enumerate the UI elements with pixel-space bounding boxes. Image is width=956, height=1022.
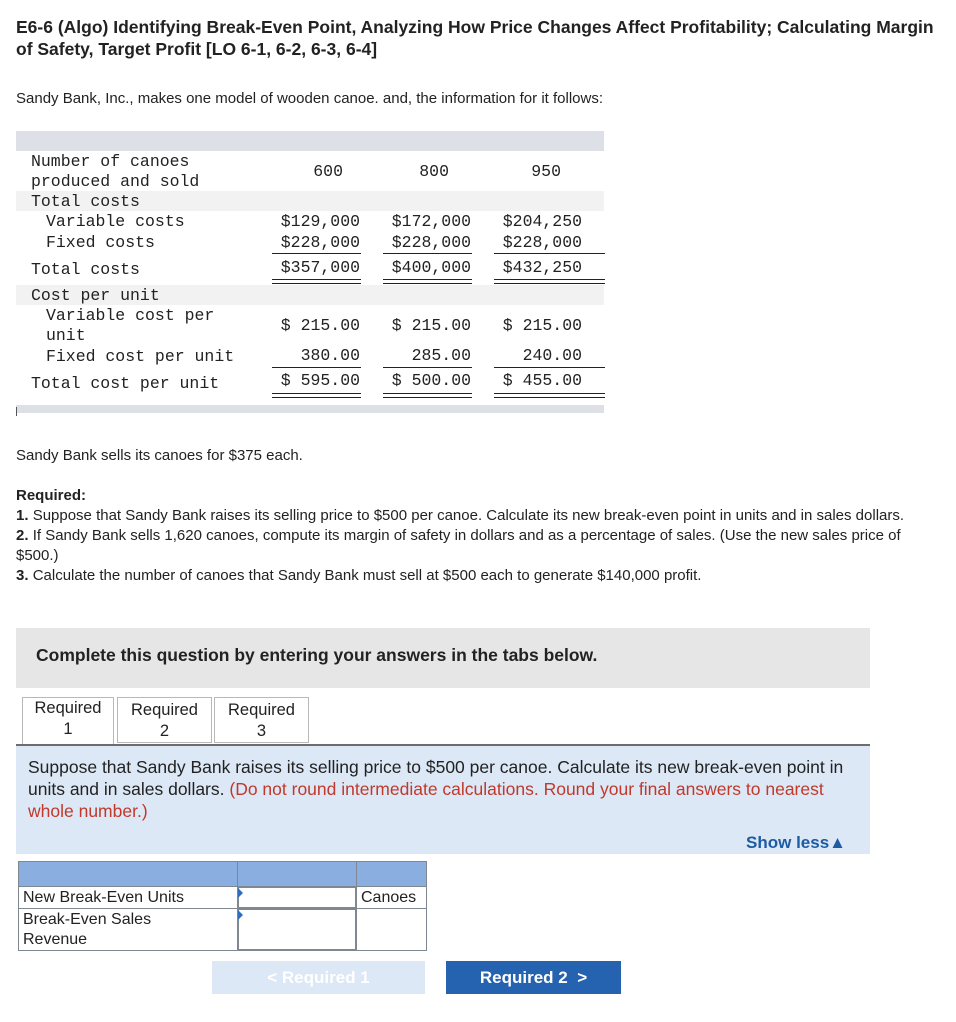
units-value: 950 (531, 162, 561, 181)
double-underline (383, 393, 472, 398)
row-label-break-even-sales (18, 908, 238, 951)
total-cost-per-unit-value: $ 500.00 (391, 371, 471, 390)
tab-required-1[interactable] (22, 697, 114, 744)
underline (272, 367, 361, 368)
panel-question-text: Suppose that Sandy Bank raises its selling price to $500 per canoe. Calculate its new break-even point in units and in sales dollars. (28, 757, 844, 799)
required-number: 2. (16, 527, 29, 544)
next-required-button[interactable] (446, 961, 621, 994)
problem-title: E6-6 (Algo) Identifying Break-Even Point, Analyzing How Price Changes Affect Profitability; Calculating Margin of Safety, Target Profit [LO 6-1, 6-2, 6-3, 6-4] (16, 17, 934, 59)
double-underline (494, 393, 605, 398)
break-even-units-input[interactable] (237, 886, 357, 909)
tab-label-number: 2 (159, 722, 170, 740)
total-cost-per-unit-label: Total cost per unit (31, 374, 220, 393)
required-number: 1. (16, 507, 29, 524)
units-label-cont: produced and sold (31, 172, 200, 191)
total-costs-header: Total costs (31, 192, 140, 211)
panel-hint: (Do not round intermediate calculations. Round your final answers to nearest whole number.) (28, 779, 824, 821)
chevron-right-icon: > (577, 968, 588, 987)
break-even-sales-input[interactable] (237, 908, 357, 951)
selling-price-text: Sandy Bank sells its canoes for $375 each. (16, 447, 303, 464)
tab-label: Required (228, 701, 295, 719)
prev-required-button[interactable] (212, 961, 425, 994)
required-heading: Required: (16, 487, 87, 504)
variable-cost-per-unit-value: $ 215.00 (502, 316, 582, 335)
caret-up-icon: ▲ (829, 833, 846, 852)
variable-cost-per-unit-label: Variable cost per (46, 306, 215, 325)
double-underline (272, 393, 361, 398)
input-marker-icon (238, 888, 243, 898)
intro-text: Sandy Bank, Inc., makes one model of wooden canoe. and, the information for it follows: (16, 90, 603, 107)
units-label: Number of canoes (31, 152, 190, 171)
grid-header-cell (356, 861, 427, 887)
underline (383, 253, 472, 254)
underline (272, 253, 361, 254)
total-costs-value: $432,250 (502, 258, 582, 277)
tab-label-number: 3 (256, 722, 267, 740)
tab-required-2[interactable] (117, 697, 212, 743)
table-edge (16, 407, 17, 416)
underline (383, 367, 472, 368)
grid-header-cell (237, 861, 357, 887)
variable-costs-value: $172,000 (391, 212, 471, 231)
break-even-sales-field[interactable] (239, 910, 355, 949)
required-text: Suppose that Sandy Bank raises its selling price to $500 per canoe. Calculate its new break-even point in units and in sales dollars. (32, 507, 905, 524)
variable-cost-per-unit-value: $ 215.00 (280, 316, 360, 335)
unit-label-canoes: Canoes (356, 886, 427, 909)
variable-cost-per-unit-value: $ 215.00 (391, 316, 471, 335)
total-costs-value: $357,000 (280, 258, 360, 277)
instruction-text: Complete this question by entering your answers in the tabs below. (36, 645, 598, 665)
fixed-cost-per-unit-value: 240.00 (522, 346, 582, 365)
grid-header-cell (18, 861, 238, 887)
units-value: 800 (419, 162, 449, 181)
chevron-left-icon: < (267, 968, 278, 987)
break-even-units-field[interactable] (239, 888, 355, 907)
fixed-cost-per-unit-value: 380.00 (300, 346, 360, 365)
total-cost-per-unit-value: $ 455.00 (502, 371, 582, 390)
underline (494, 253, 605, 254)
prev-label: Required 1 (281, 968, 370, 987)
required-item-1 (16, 506, 956, 526)
tab-label: Required (131, 701, 198, 719)
required-text: Calculate the number of canoes that Sandy Bank must sell at $500 each to generate $140,000 profit. (32, 567, 702, 584)
variable-costs-value: $129,000 (280, 212, 360, 231)
underline (494, 367, 605, 368)
row-label-break-even-units: New Break-Even Units (18, 886, 238, 909)
double-underline (272, 279, 361, 284)
required-number: 3. (16, 567, 29, 584)
tab-required-3[interactable] (214, 697, 309, 743)
required-section (16, 486, 956, 586)
fixed-cost-per-unit-value: 285.00 (411, 346, 471, 365)
empty-unit-cell (356, 908, 427, 951)
tab-label-number: 1 (63, 720, 73, 738)
total-costs-value: $400,000 (391, 258, 471, 277)
variable-cost-per-unit-label-cont: unit (46, 326, 86, 345)
fixed-costs-label: Fixed costs (46, 233, 155, 252)
cost-per-unit-header: Cost per unit (31, 286, 160, 305)
variable-costs-value: $204,250 (502, 212, 582, 231)
total-costs-label: Total costs (31, 260, 140, 279)
required-item-2 (16, 526, 946, 566)
double-underline (494, 279, 605, 284)
show-less-label: Show less (746, 833, 830, 852)
fixed-costs-value: $228,000 (280, 233, 360, 252)
next-label: Required 2 (479, 968, 568, 987)
required-item-3 (16, 566, 956, 586)
fixed-costs-value: $228,000 (391, 233, 471, 252)
fixed-costs-value: $228,000 (502, 233, 582, 252)
units-value: 600 (313, 162, 343, 181)
panel-question (28, 756, 848, 822)
row-label-line: Revenue (23, 931, 88, 948)
row-label-line: Break-Even Sales (23, 911, 152, 928)
fixed-cost-per-unit-label: Fixed cost per unit (46, 347, 235, 366)
input-marker-icon (238, 910, 243, 920)
tab-label: Required (34, 699, 102, 717)
total-cost-per-unit-value: $ 595.00 (280, 371, 360, 390)
table-footer-band (16, 405, 604, 413)
variable-costs-label: Variable costs (46, 212, 185, 231)
show-less-button[interactable] (746, 833, 846, 853)
required-text: If Sandy Bank sells 1,620 canoes, compute its margin of safety in dollars and as a percentage of sales. (Use the new sales price of $500.) (16, 527, 901, 564)
double-underline (383, 279, 472, 284)
table-header-band (16, 131, 604, 151)
